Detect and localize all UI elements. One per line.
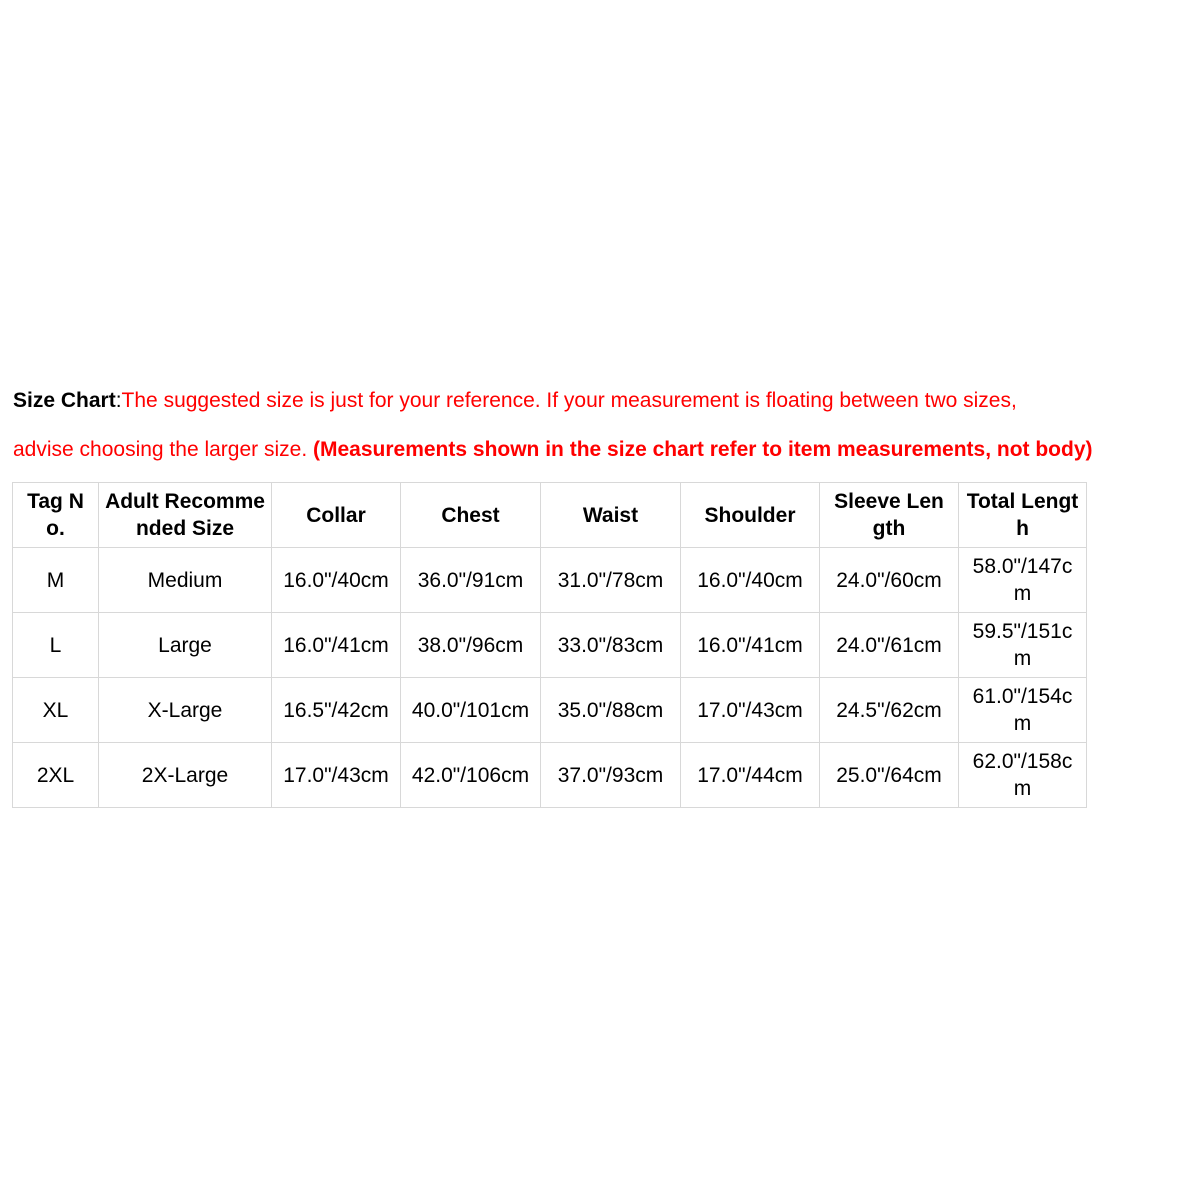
header-sleeve-length: Sleeve Length xyxy=(820,483,959,548)
cell-size: Medium xyxy=(99,548,272,613)
cell-size: 2X-Large xyxy=(99,743,272,808)
cell-shoulder: 16.0"/41cm xyxy=(681,613,820,678)
header-shoulder: Shoulder xyxy=(681,483,820,548)
cell-tag: XL xyxy=(13,678,99,743)
cell-waist: 35.0"/88cm xyxy=(541,678,681,743)
cell-collar: 16.0"/40cm xyxy=(272,548,401,613)
cell-sleeve-length: 25.0"/64cm xyxy=(820,743,959,808)
reference-note: The suggested size is just for your reference. If your measurement is floating between two sizes, xyxy=(121,389,1017,412)
cell-chest: 36.0"/91cm xyxy=(401,548,541,613)
header-tag-no: Tag No. xyxy=(13,483,99,548)
size-chart-title: Size Chart xyxy=(13,389,116,412)
header-recommended-size: Adult Recommended Size xyxy=(99,483,272,548)
cell-collar: 16.5"/42cm xyxy=(272,678,401,743)
cell-waist: 31.0"/78cm xyxy=(541,548,681,613)
measurement-note: (Measurements shown in the size chart refer to item measurements, not body) xyxy=(313,438,1093,461)
cell-chest: 38.0"/96cm xyxy=(401,613,541,678)
cell-chest: 40.0"/101cm xyxy=(401,678,541,743)
cell-sleeve-length: 24.0"/61cm xyxy=(820,613,959,678)
cell-collar: 17.0"/43cm xyxy=(272,743,401,808)
header-row xyxy=(13,483,1087,548)
cell-size: Large xyxy=(99,613,272,678)
cell-waist: 37.0"/93cm xyxy=(541,743,681,808)
cell-collar: 16.0"/41cm xyxy=(272,613,401,678)
reference-note-continued: advise choosing the larger size. xyxy=(13,438,313,461)
header-waist: Waist xyxy=(541,483,681,548)
cell-tag: M xyxy=(13,548,99,613)
cell-total-length: 59.5"/151cm xyxy=(959,613,1087,678)
table-row xyxy=(13,743,1087,808)
cell-total-length: 61.0"/154cm xyxy=(959,678,1087,743)
cell-shoulder: 16.0"/40cm xyxy=(681,548,820,613)
cell-shoulder: 17.0"/44cm xyxy=(681,743,820,808)
cell-tag: 2XL xyxy=(13,743,99,808)
header-total-length: Total Length xyxy=(959,483,1087,548)
header-chest: Chest xyxy=(401,483,541,548)
header-collar: Collar xyxy=(272,483,401,548)
cell-shoulder: 17.0"/43cm xyxy=(681,678,820,743)
intro-line-2 xyxy=(13,425,1193,474)
cell-sleeve-length: 24.5"/62cm xyxy=(820,678,959,743)
table-row xyxy=(13,548,1087,613)
title-colon: : xyxy=(115,389,122,412)
cell-total-length: 58.0"/147cm xyxy=(959,548,1087,613)
cell-waist: 33.0"/83cm xyxy=(541,613,681,678)
size-chart-intro xyxy=(13,376,1193,474)
size-table xyxy=(12,482,1087,808)
cell-sleeve-length: 24.0"/60cm xyxy=(820,548,959,613)
intro-line-1 xyxy=(13,376,1193,425)
cell-tag: L xyxy=(13,613,99,678)
cell-total-length: 62.0"/158cm xyxy=(959,743,1087,808)
table-row xyxy=(13,678,1087,743)
cell-size: X-Large xyxy=(99,678,272,743)
cell-chest: 42.0"/106cm xyxy=(401,743,541,808)
table-row xyxy=(13,613,1087,678)
